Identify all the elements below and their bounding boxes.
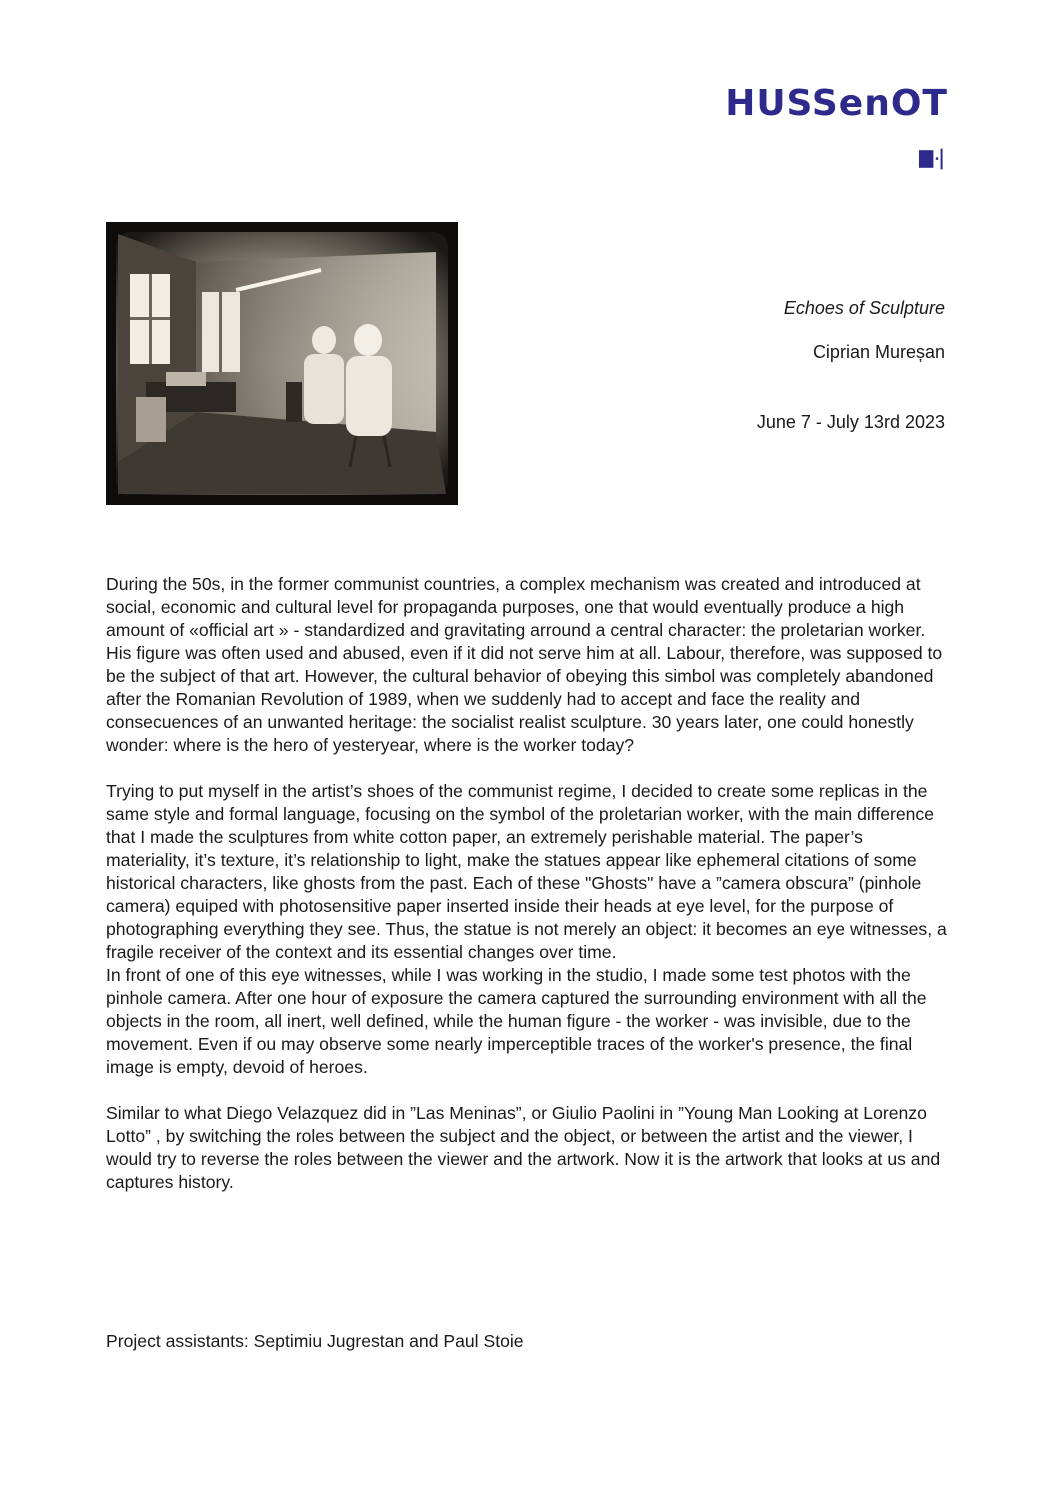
exhibition-text (106, 573, 951, 1194)
brand-logo (718, 84, 948, 124)
exhibition-dates: June 7 - July 13rd 2023 (756, 412, 945, 432)
brand-mark-icon (919, 146, 951, 172)
paragraph-1: During the 50s, in the former communist countries, a complex mechanism was created and introduced at social, economic and cultural level for propaganda purposes, one that would eventually produce a high amount of «official art » - standardized and gravitating arround a central character: the proletarian worker. His figure was often used and abused, even if it did not serve him at all. Labour, therefore, was supposed to be the subject of that art. However, the cultural behavior of obeying this simbol was completely abandoned after the Romanian Revolution of 1989, when we suddenly had to accept and face the reality and consecuences of an unwanted heritage: the socialist realist sculpture. 30 years later, one could honestly wonder: where is the hero of yesteryear, where is the worker today? (106, 574, 943, 755)
paragraph-2: Trying to put myself in the artist’s shoes of the communist regime, I decided to create some replicas in the same style and formal language, focusing on the symbol of the proletarian worker, with the main difference that I made the sculptures from white cotton paper, an extremely perishable material. The paper’s materiality, it’s texture, it’s relationship to light, make the statues appear like ephemeral citations of some historical characters, like ghosts from the past. Each of these "Ghosts" have a ”camera obscura” (pinhole camera) equiped with photosensitive paper inserted inside their heads at eye level, for the purpose of photographing everything they see. Thus, the statue is not merely an object: it becomes an eye witnesses, a fragile receiver of the context and its essential changes over time. (106, 781, 947, 962)
paragraph-4: Similar to what Diego Velazquez did in ”Las Meninas”, or Giulio Paolini in ”Young Man Looking at Lorenzo Lotto” , by switching the roles between the subject and the object, or between the artist and the viewer, I would try to reverse the roles between the viewer and the artwork. Now it is the artwork that looks at us and captures history. (106, 1103, 941, 1192)
project-assistants: Project assistants: Septimiu Jugrestan and Paul Stoie (106, 1331, 524, 1351)
photograph-image (106, 222, 458, 505)
exhibition-info (585, 296, 945, 434)
studio-photograph (106, 222, 458, 505)
exhibition-title: Echoes of Sculpture (783, 298, 945, 318)
artist-name: Ciprian Mureșan (812, 342, 945, 362)
paragraph-3: In front of one of this eye witnesses, while I was working in the studio, I made some test photos with the pinhole camera. After one hour of exposure the camera captured the surrounding environment with all the objects in the room, all inert, well defined, while the human figure - the worker - was invisible, due to the movement. Even if ou may observe some nearly imperceptible traces of the worker's presence, the final image is empty, devoid of heroes. (106, 965, 927, 1077)
brand-wordmark: HUSSenOT (725, 83, 948, 124)
